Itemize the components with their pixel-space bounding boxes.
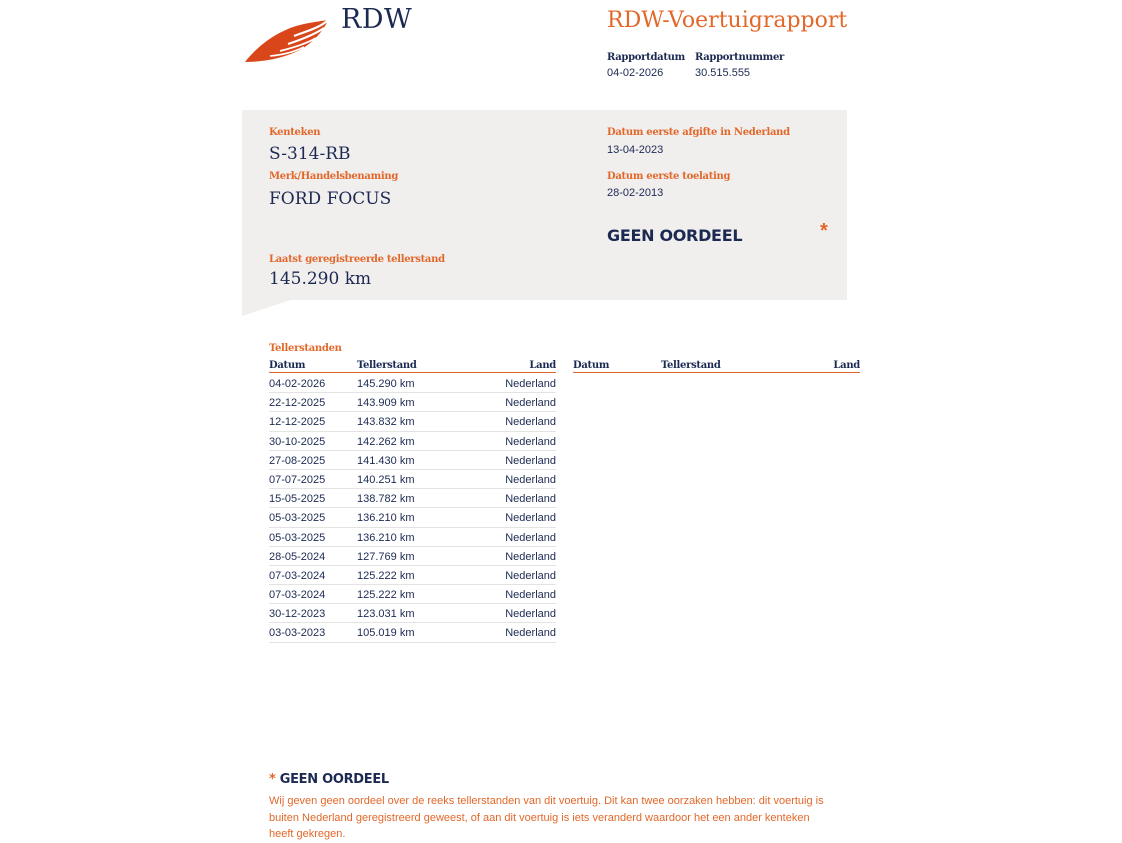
table-row [269, 451, 556, 470]
report-number-label: Rapportnummer [695, 52, 784, 63]
footnote-title-text: GEEN OORDEEL [279, 772, 389, 787]
merk-label: Merk/Handelsbenaming [269, 171, 399, 182]
row-date: 07-07-2025 [269, 473, 326, 486]
merk-value: FORD FOCUS [269, 189, 392, 209]
row-odometer: 141.430 km [357, 454, 415, 467]
row-date: 03-03-2023 [269, 627, 326, 640]
column-odometer: Tellerstand [357, 360, 417, 371]
table-row [269, 547, 556, 566]
table-row [269, 374, 556, 393]
table-row [269, 623, 556, 642]
row-odometer: 125.222 km [357, 589, 415, 602]
row-country: Nederland [505, 531, 556, 544]
row-date: 15-05-2025 [269, 493, 326, 506]
table-row [269, 393, 556, 412]
brand-name: RDW [341, 4, 413, 35]
row-country: Nederland [505, 435, 556, 448]
kenteken-label: Kenteken [269, 127, 321, 138]
footnote-title [269, 772, 389, 787]
column-date: Datum [269, 360, 306, 371]
row-country: Nederland [505, 589, 556, 602]
table-row [269, 528, 556, 547]
row-country: Nederland [505, 550, 556, 563]
row-country: Nederland [505, 397, 556, 410]
row-country: Nederland [505, 608, 556, 621]
row-odometer: 145.290 km [357, 378, 415, 390]
column-country: Land [529, 360, 556, 371]
column-odometer: Tellerstand [661, 360, 721, 371]
row-odometer: 125.222 km [357, 569, 415, 582]
last-odometer-value: 145.290 km [269, 269, 372, 289]
row-odometer: 142.262 km [357, 435, 415, 448]
first-nl-date-value: 13-04-2023 [607, 144, 664, 156]
readings-rows [269, 374, 556, 643]
table-row [269, 508, 556, 527]
column-date: Datum [573, 360, 610, 371]
row-date: 05-03-2025 [269, 531, 326, 544]
row-odometer: 140.251 km [357, 473, 415, 486]
row-date: 30-10-2025 [269, 435, 326, 448]
row-odometer: 136.210 km [357, 531, 415, 544]
row-date: 22-12-2025 [269, 397, 326, 410]
row-country: Nederland [505, 416, 556, 429]
panel-corner-tab [242, 299, 294, 316]
row-odometer: 123.031 km [357, 608, 415, 621]
report-number-value: 30.515.555 [695, 67, 751, 79]
table-header [269, 360, 556, 373]
first-nl-date-label: Datum eerste afgifte in Nederland [607, 127, 790, 138]
row-country: Nederland [505, 378, 556, 390]
row-country: Nederland [505, 512, 556, 525]
table-row [269, 412, 556, 431]
row-date: 05-03-2025 [269, 512, 326, 525]
footnote-text: Wij geven geen oordeel over de reeks tellerstanden van dit voertuig. Dit kan twee oorzaken hebben: dit voertuig is buiten Nederland geregistreerd geweest, of aan dit voertuig is iets veranderd waardoor het een ander kenteken heeft gekregen. [269, 795, 824, 840]
verdict-text: GEEN OORDEEL [607, 226, 743, 245]
table-row [269, 470, 556, 489]
row-country: Nederland [505, 627, 556, 640]
row-date: 12-12-2025 [269, 416, 326, 429]
table-row [269, 585, 556, 604]
first-admission-label: Datum eerste toelating [607, 171, 731, 182]
row-odometer: 127.769 km [357, 550, 415, 563]
row-country: Nederland [505, 493, 556, 506]
row-odometer: 136.210 km [357, 512, 415, 525]
row-date: 07-03-2024 [269, 589, 326, 602]
row-odometer: 105.019 km [357, 627, 415, 640]
footnote-marker: * [269, 772, 276, 787]
row-date: 30-12-2023 [269, 608, 326, 621]
row-country: Nederland [505, 473, 556, 486]
first-admission-value: 28-02-2013 [607, 187, 664, 199]
table-row [269, 432, 556, 451]
row-date: 07-03-2024 [269, 569, 326, 582]
row-date: 28-05-2024 [269, 550, 326, 563]
row-odometer: 143.909 km [357, 397, 415, 410]
row-odometer: 138.782 km [357, 493, 415, 506]
row-country: Nederland [505, 569, 556, 582]
report-date-value: 04-02-2026 [607, 67, 664, 79]
report-date-label: Rapportdatum [607, 52, 685, 63]
readings-table-left [269, 360, 556, 643]
table-row [269, 489, 556, 508]
table-row [269, 604, 556, 623]
row-date: 27-08-2025 [269, 454, 326, 467]
column-country: Land [833, 360, 860, 371]
row-odometer: 143.832 km [357, 416, 415, 429]
verdict-asterisk: * [820, 220, 828, 242]
row-date: 04-02-2026 [269, 378, 326, 390]
kenteken-value: S-314-RB [269, 144, 351, 164]
row-country: Nederland [505, 454, 556, 467]
readings-table-right [573, 360, 860, 373]
report-title: RDW-Voertuigrapport [607, 8, 848, 33]
readings-heading: Tellerstanden [269, 343, 342, 354]
table-header [573, 360, 860, 373]
table-row [269, 566, 556, 585]
rdw-feather-logo-icon [244, 18, 330, 66]
last-odometer-label: Laatst geregistreerde tellerstand [269, 254, 445, 265]
